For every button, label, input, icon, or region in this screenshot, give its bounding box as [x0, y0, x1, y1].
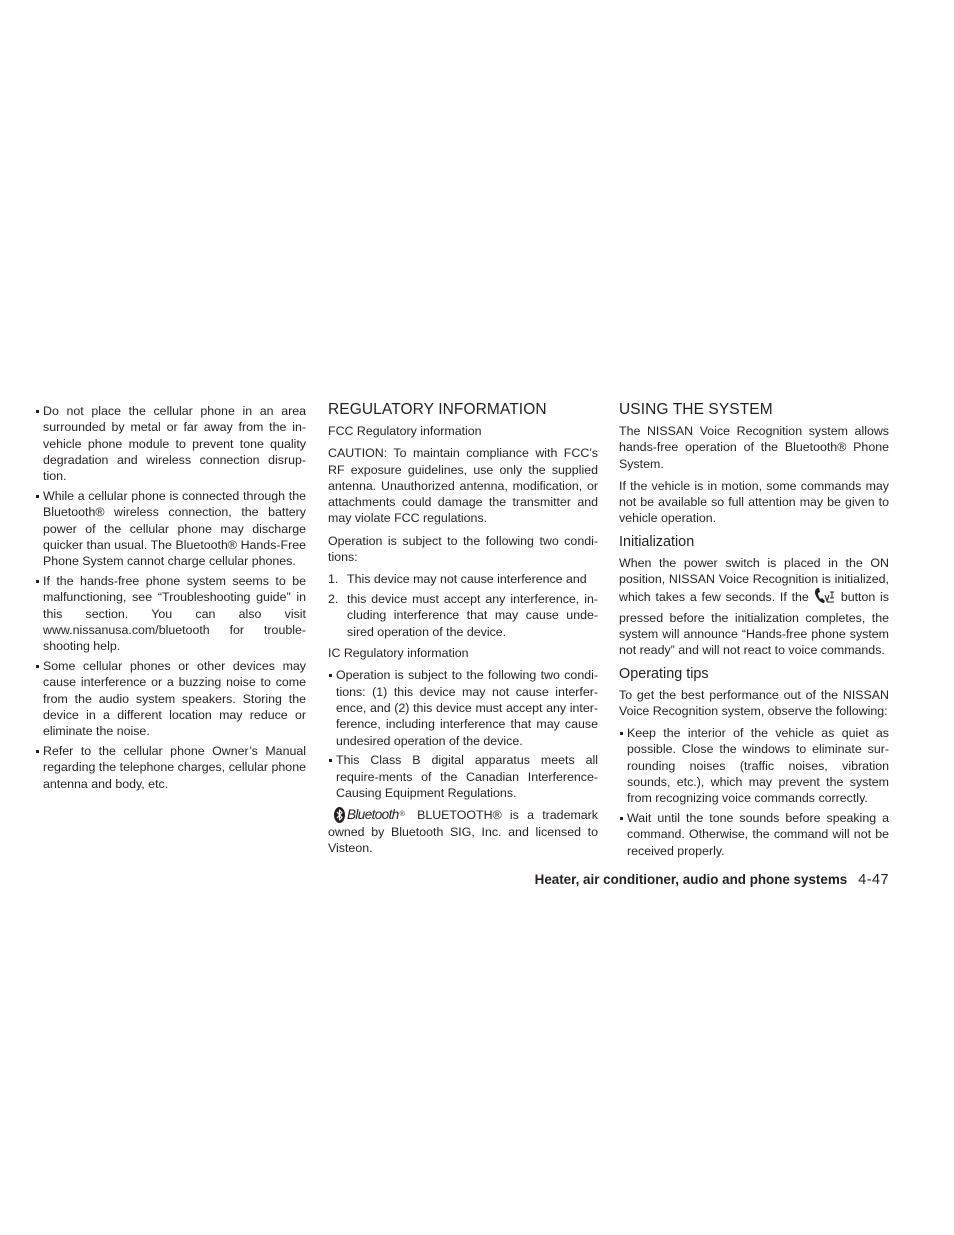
- regulatory-heading: REGULATORY INFORMATION: [328, 401, 547, 418]
- list-item: This Class B digital apparatus meets all require-ments of the Canadian Interference-Causing Equipment Regulations.: [328, 752, 598, 801]
- list-item: Do not place the cellular phone in an area surrounded by metal or far away from the in-vehicle phone module to prevent tone quality degradation and wireless connection disrup-tion.: [35, 403, 306, 484]
- bluetooth-rune-icon: [334, 807, 345, 823]
- operating-tips-heading: Operating tips: [619, 665, 709, 682]
- intro-paragraph-1: The NISSAN Voice Recognition system allows hands-free operation of the Bluetooth® Phone System.: [619, 424, 889, 471]
- item-text: this device must accept any interference, in-cluding interference that may cause unde-sired operation of the device.: [347, 592, 598, 639]
- list-item: If the hands-free phone system seems to be malfunctioning, see “Troubleshooting guide” in this section. You can also visit www.nissanusa.com/bluetooth for trouble-shooting help.: [35, 573, 306, 654]
- intro-paragraph-2: If the vehicle is in motion, some commands may not be available so full attention may be given to vehicle operation.: [619, 478, 889, 526]
- footer-section-title: Heater, air conditioner, audio and phone systems: [534, 872, 848, 887]
- list-item: [328, 591, 598, 640]
- tips-intro: To get the best performance out of the NISSAN Voice Recognition system, observe the following:: [619, 687, 889, 718]
- list-item: [328, 571, 598, 587]
- list-item: Operation is subject to the following two condi-tions: (1) this device may not cause interfer-ence, and (2) this device must accept any inter-ference, including interference that may cause undesired operation of the device.: [328, 667, 598, 748]
- list-item: Some cellular phones or other devices may cause interference or a buzzing noise to come from the audio system speakers. Storing the device in a different location may reduce or eliminate the noise.: [35, 658, 306, 739]
- using-system-heading: USING THE SYSTEM: [619, 401, 773, 418]
- ic-list: [328, 667, 598, 801]
- item-number: 2.: [328, 592, 339, 607]
- page-number: 4-47: [858, 872, 889, 888]
- bluetooth-wordmark: Bluetooth: [347, 807, 399, 823]
- trademark-text: BLUETOOTH® is a trademark owned by Bluetooth SIG, Inc. and licensed to Visteon.: [328, 808, 598, 855]
- column-left: [35, 403, 306, 795]
- fcc-label: FCC Regulatory information: [328, 424, 482, 438]
- initialization-heading: Initialization: [619, 533, 695, 550]
- bluetooth-reg-mark: ®: [399, 811, 405, 819]
- ic-label: IC Regulatory information: [328, 646, 469, 661]
- tips-list: [619, 725, 889, 859]
- column-middle: [328, 400, 598, 862]
- conditions-list: [328, 571, 598, 640]
- list-item: Keep the interior of the vehicle as quiet as possible. Close the windows to eliminate sur-rounding noises (traffic noises, vibration sounds, etc.), which may prevent the system from recognizing voice commands correctly.: [619, 725, 889, 806]
- init-text-after: button is pressed before the initialization completes, the system will announce “Hands-free phone system not ready” and will not react to voice commands.: [619, 590, 890, 658]
- list-item: Wait until the tone sounds before speaking a command. Otherwise, the command will not be received properly.: [619, 810, 889, 859]
- init-text-before: When the power switch is placed in the ON position, NISSAN Voice Recognition is initialized, which takes a few seconds. If the: [619, 555, 889, 605]
- column-right: [619, 400, 889, 863]
- list-item: Refer to the cellular phone Owner’s Manual regarding the telephone charges, cellular phone antenna and body, etc.: [35, 743, 306, 792]
- initialization-text: [619, 555, 889, 659]
- bluetooth-trademark: [328, 807, 598, 856]
- bluetooth-logo: [334, 807, 405, 823]
- phone-talk-icon: [813, 587, 835, 609]
- item-text: This device may not cause interference and: [347, 572, 587, 587]
- item-number: 1.: [328, 572, 339, 587]
- operation-intro: Operation is subject to the following two condi-tions:: [328, 533, 598, 565]
- page-footer: [400, 871, 889, 889]
- fcc-caution: CAUTION: To maintain compliance with FCC’s RF exposure guidelines, use only the supplied antenna. Unauthorized antenna, modification, or attachments could damage the transmitter and may violate FCC regulations.: [328, 446, 598, 526]
- list-item: While a cellular phone is connected through the Bluetooth® wireless connection, the battery power of the cellular phone may discharge quicker than usual. The Bluetooth® Hands-Free Phone System cannot charge cellular phones.: [35, 488, 306, 569]
- phone-notes-list: [35, 403, 306, 792]
